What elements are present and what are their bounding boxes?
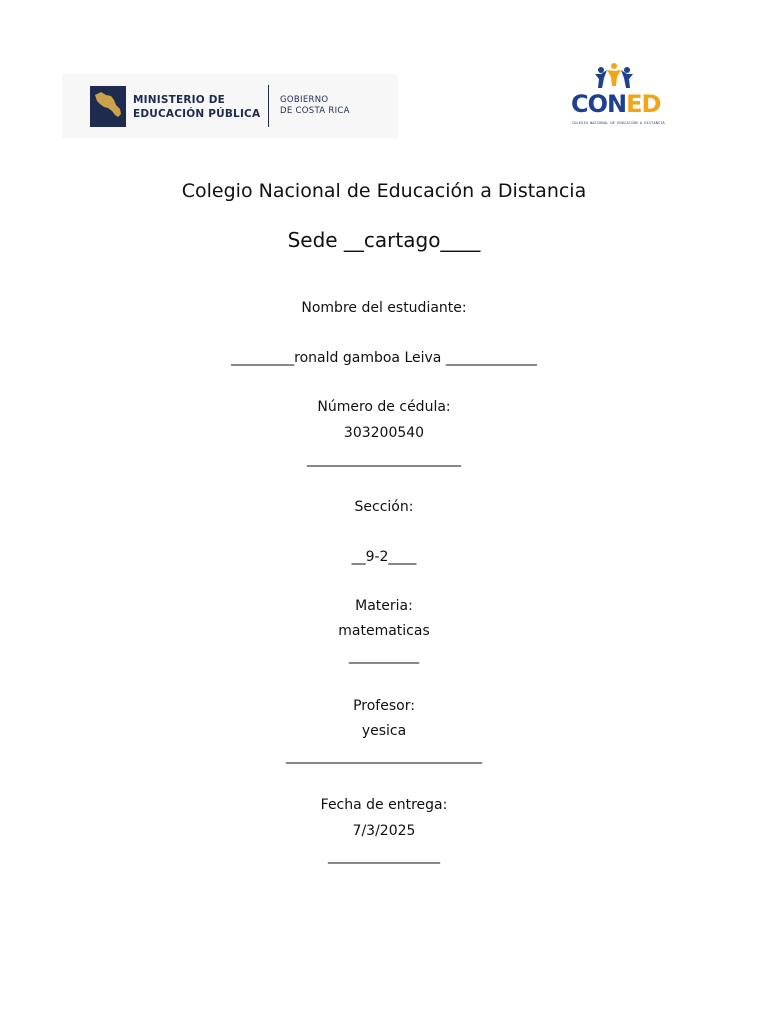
subject-underline: __________ bbox=[349, 648, 419, 664]
school-title: Colegio Nacional de Educación a Distancia bbox=[181, 180, 587, 202]
id-number: 303200540 bbox=[343, 425, 425, 441]
id-underline: ______________________ bbox=[307, 451, 461, 467]
teacher-underline: ____________________________ bbox=[286, 748, 482, 764]
coned-subtitle: COLEGIO NACIONAL DE EDUCACIÓN A DISTANCIA bbox=[572, 121, 665, 125]
government-name bbox=[280, 95, 350, 117]
student-label: Nombre del estudiante: bbox=[301, 300, 467, 316]
section-label: Sección: bbox=[354, 499, 414, 515]
mep-line-2: EDUCACIÓN PÚBLICA bbox=[133, 108, 261, 120]
people-figures-icon bbox=[592, 62, 636, 92]
mep-name bbox=[133, 93, 260, 121]
mep-logo bbox=[62, 74, 398, 138]
coned-logo bbox=[568, 62, 664, 130]
teacher-value: yesica bbox=[361, 723, 407, 739]
logo-divider bbox=[268, 85, 269, 127]
section-value: __9-2____ bbox=[351, 549, 417, 565]
subject-label: Materia: bbox=[355, 598, 413, 614]
id-label: Número de cédula: bbox=[317, 399, 451, 415]
costa-rica-map-icon bbox=[90, 86, 126, 127]
teacher-label: Profesor: bbox=[353, 698, 415, 714]
coned-wordmark bbox=[571, 90, 660, 118]
coned-word-ed: ED bbox=[626, 90, 661, 118]
mep-line-1: MINISTERIO DE bbox=[133, 94, 226, 106]
student-name: _________ronald gamboa Leiva _____________ bbox=[231, 350, 537, 366]
subject-value: matematicas bbox=[338, 623, 430, 639]
campus-line: Sede __cartago____ bbox=[287, 228, 481, 252]
coned-word-con: CON bbox=[571, 90, 627, 118]
date-underline: ________________ bbox=[328, 848, 440, 864]
date-label: Fecha de entrega: bbox=[320, 797, 448, 813]
date-value: 7/3/2025 bbox=[352, 823, 416, 839]
gov-line-2: DE COSTA RICA bbox=[280, 106, 350, 116]
gov-line-1: GOBIERNO bbox=[280, 95, 329, 105]
